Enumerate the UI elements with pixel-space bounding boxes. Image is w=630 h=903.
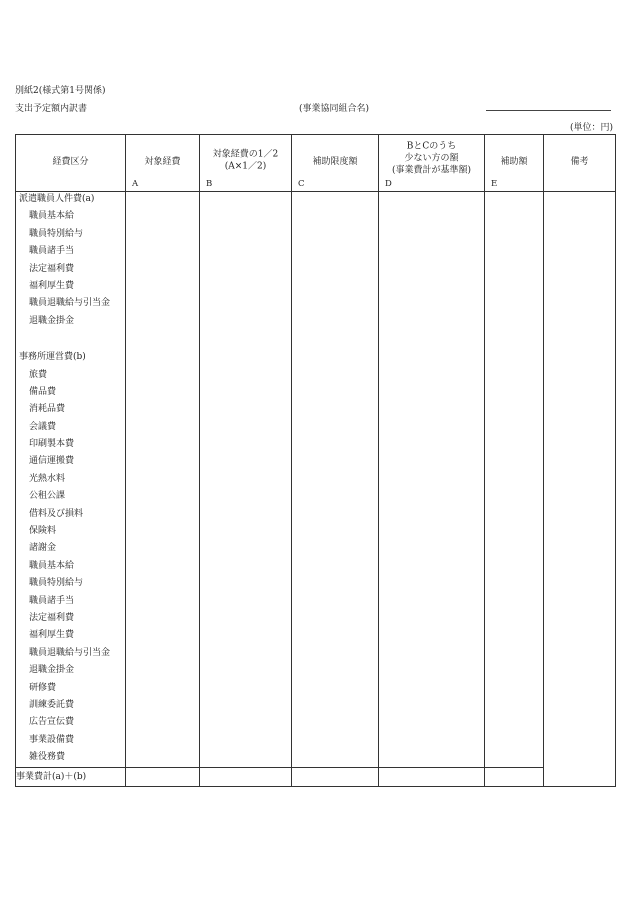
expense-item: 消耗品費 [29,404,66,415]
form-reference: 別紙2(様式第1号関係) [15,86,106,96]
expense-item: 職員諸手当 [29,595,75,606]
cell-subsidy-limit[interactable] [292,192,379,768]
expense-category-list [16,192,126,768]
expense-item: 事業設備費 [29,734,75,745]
total-lesser-amount[interactable] [379,767,485,786]
total-subsidy-limit[interactable] [292,767,379,786]
col-subsidy-amount: 補助額 E [485,135,544,192]
expense-item: 光熱水料 [29,473,66,484]
expense-item: 広告宣伝費 [29,717,75,728]
col-target-expense: 対象経費 A [126,135,200,192]
expense-item: 借料及び損料 [29,508,84,519]
section-a-title: 派遣職員人件費(a) [19,194,95,204]
expense-item: 職員退職給与引当金 [29,298,111,309]
expense-item: 印刷製本費 [29,439,75,450]
total-row [16,767,616,786]
expense-item: 会議費 [29,421,57,432]
organization-name-line[interactable] [486,110,611,111]
expense-item: 備品費 [29,386,57,397]
expense-item: 通信運搬費 [29,456,75,467]
expense-item: 退職金掛金 [29,315,75,326]
expense-item: 職員基本給 [29,560,75,571]
expense-item: 福利厚生費 [29,280,75,291]
col-lesser-amount: BとCのうち 少ない方の額 (事業費計が基準額) D [379,135,485,192]
expense-item: 退職金掛金 [29,665,75,676]
expense-item: 保険料 [29,526,57,537]
cell-remarks[interactable] [544,192,616,787]
expense-item: 法定福利費 [29,263,75,274]
header-row [16,135,616,192]
expense-item: 職員退職給与引当金 [29,647,111,658]
expense-breakdown-table [15,134,616,787]
expense-item: 職員特別給与 [29,228,84,239]
total-half-target-expense[interactable] [200,767,292,786]
total-label: 事業費計(a)＋(b) [16,767,126,786]
expense-item: 福利厚生費 [29,630,75,641]
cell-half-target-expense[interactable] [200,192,292,768]
col-remarks: 備考 [544,135,616,192]
expense-item: 研修費 [29,682,57,693]
col-expense-category: 経費区分 [16,135,126,192]
expense-item: 旅費 [29,369,48,380]
expense-item: 雑役務費 [29,752,66,763]
col-subsidy-limit: 補助限度額 C [292,135,379,192]
cell-lesser-amount[interactable] [379,192,485,768]
total-subsidy-amount[interactable] [485,767,544,786]
expense-item: 公租公課 [29,491,66,502]
cell-subsidy-amount[interactable] [485,192,544,768]
section-b-title: 事務所運営費(b) [19,352,86,363]
organization-label: (事業協同組合名) [299,104,370,114]
total-target-expense[interactable] [126,767,200,786]
expense-item: 職員諸手当 [29,246,75,257]
expense-item: 職員基本給 [29,211,75,222]
unit-label: (単位：円) [569,123,613,133]
col-half-target-expense: 対象経費の1／2 (A×1／2) B [200,135,292,192]
expense-item: 訓練委託費 [29,699,75,710]
cell-target-expense[interactable] [126,192,200,768]
expense-item: 諸謝金 [29,543,57,554]
document-title: 支出予定額内訳書 [15,104,88,114]
expense-item: 職員特別給与 [29,578,84,589]
body-row [16,192,616,768]
section-gap [16,330,125,349]
expense-item: 法定福利費 [29,612,75,623]
